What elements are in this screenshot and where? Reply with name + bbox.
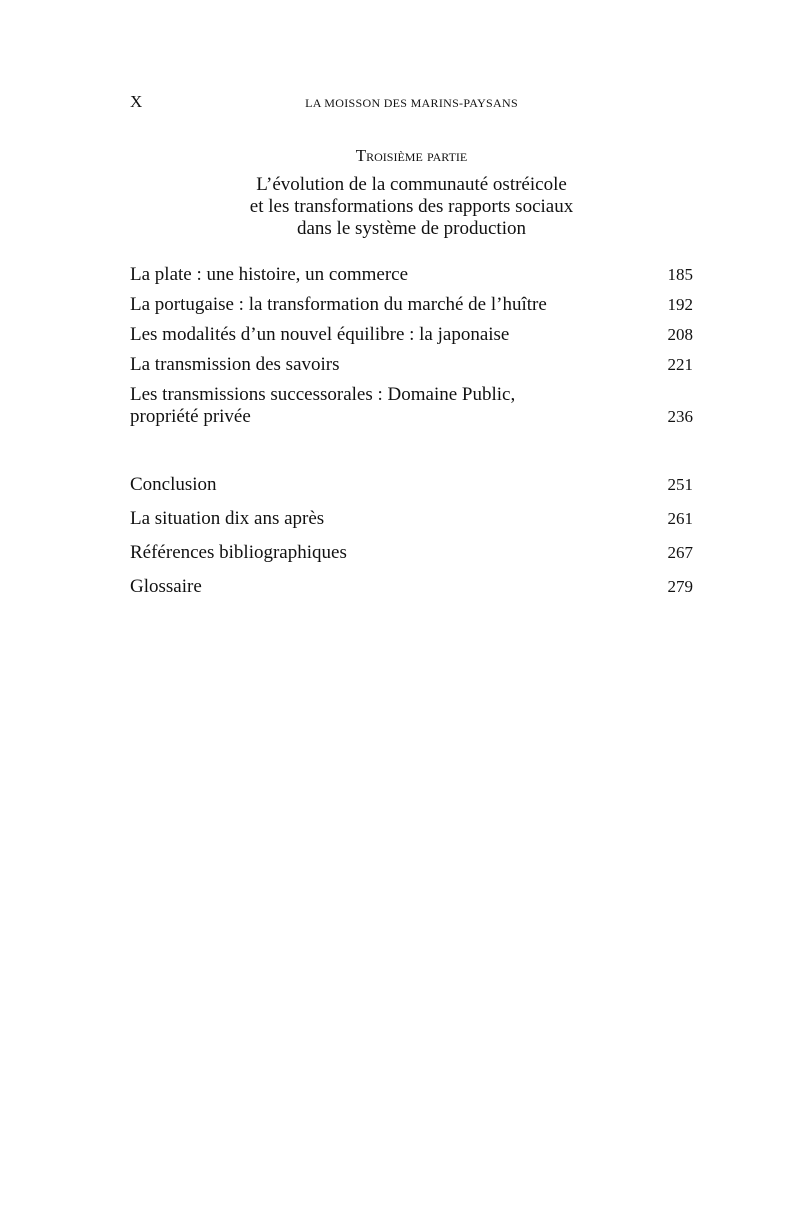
- toc-entry-page: 261: [667, 509, 693, 528]
- toc-entry-situation[interactable]: [130, 508, 693, 530]
- toc-entry-glossary[interactable]: [130, 576, 693, 598]
- toc-entry-title: La situation dix ans après: [130, 508, 325, 529]
- toc-entry[interactable]: [130, 324, 693, 346]
- part-label: Troisième partie: [355, 146, 468, 165]
- toc-entry-page: 279: [667, 577, 693, 596]
- toc-entry-page: 267: [667, 543, 693, 562]
- toc-entry-title: Les modalités d’un nouvel équilibre : la japonaise: [130, 324, 510, 345]
- toc-entry-page: 208: [667, 325, 693, 344]
- toc-entry-title: La plate : une histoire, un commerce: [130, 264, 409, 285]
- toc-entry-title: Les transmissions successorales : Domaine Public,: [130, 384, 516, 405]
- part-title-line: et les transformations des rapports sociaux: [249, 196, 574, 217]
- toc-entry-title: La portugaise : la transformation du marché de l’huître: [130, 294, 547, 315]
- toc-entry-title: Conclusion: [130, 474, 217, 495]
- toc-entry[interactable]: [130, 354, 693, 376]
- toc-entry[interactable]: [130, 294, 693, 316]
- toc-entry-page: 221: [667, 355, 693, 374]
- toc-entry[interactable]: [130, 384, 693, 428]
- toc-entry-title: La transmission des savoirs: [130, 354, 340, 375]
- toc-entry[interactable]: [130, 264, 693, 286]
- page-number: X: [130, 92, 143, 111]
- toc-entry-title: Références bibliographiques: [130, 542, 347, 563]
- running-head: LA MOISSON DES MARINS-PAYSANS: [305, 96, 518, 110]
- part-title-line: dans le système de production: [296, 218, 526, 239]
- toc-entry-title: Glossaire: [130, 576, 202, 597]
- toc-entry-page: 192: [667, 295, 693, 314]
- toc-entry-page: 236: [667, 407, 693, 426]
- part-title-line: L’évolution de la communauté ostréicole: [256, 174, 567, 195]
- toc-entry-conclusion[interactable]: [130, 474, 693, 496]
- toc-entry-title: propriété privée: [130, 406, 251, 427]
- toc-entry-references[interactable]: [130, 542, 693, 564]
- toc-entry-page: 251: [667, 475, 693, 494]
- part-title: [130, 174, 693, 240]
- toc-entry-page: 185: [667, 265, 693, 284]
